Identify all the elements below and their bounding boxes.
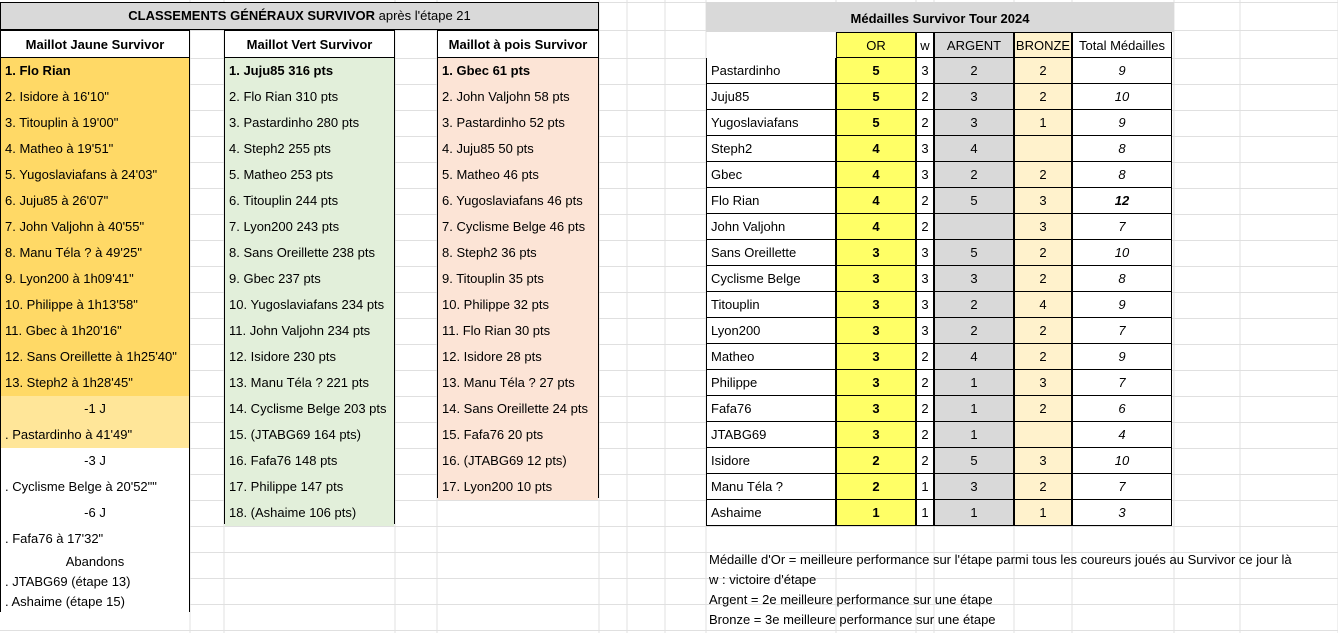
- medal-or-cell: 3: [836, 396, 916, 422]
- medailles-table: [706, 32, 1172, 526]
- legend-line: Médaille d'Or = meilleure performance sur l'étape parmi tous les coureurs joués au Survivor ce jour là: [709, 552, 1292, 567]
- medal-total-cell: 7: [1072, 318, 1172, 344]
- jaune-row: 4. Matheo à 19'51": [1, 136, 189, 162]
- medal-name-cell: Yugoslaviafans: [706, 110, 836, 136]
- medal-total-cell: 10: [1072, 84, 1172, 110]
- medal-total-cell: 9: [1072, 292, 1172, 318]
- medal-name-cell: Flo Rian: [706, 188, 836, 214]
- vert-row: 17. Philippe 147 pts: [225, 474, 394, 500]
- jaune-row: 3. Titouplin à 19'00": [1, 110, 189, 136]
- medal-w-cell: 3: [916, 58, 934, 84]
- medal-or-cell: 5: [836, 58, 916, 84]
- medal-name-cell: Philippe: [706, 370, 836, 396]
- jaune-row: 8. Manu Téla ? à 49'25": [1, 240, 189, 266]
- medal-or-cell: 3: [836, 266, 916, 292]
- pois-row: 9. Titouplin 35 pts: [438, 266, 598, 292]
- medal-name-cell: Matheo: [706, 344, 836, 370]
- medal-bronze-cell: 2: [1014, 58, 1072, 84]
- medal-total-cell: 7: [1072, 370, 1172, 396]
- vert-row: 12. Isidore 230 pts: [225, 344, 394, 370]
- medal-argent-cell: 1: [934, 370, 1014, 396]
- vert-row: 8. Sans Oreillette 238 pts: [225, 240, 394, 266]
- vert-row: 2. Flo Rian 310 pts: [225, 84, 394, 110]
- medal-w-cell: 1: [916, 474, 934, 500]
- medal-or-cell: 3: [836, 240, 916, 266]
- jaune-row: -1 J: [1, 396, 189, 422]
- jaune-row: -3 J: [1, 448, 189, 474]
- vert-row: 6. Titouplin 244 pts: [225, 188, 394, 214]
- jaune-row: 5. Yugoslaviafans à 24'03": [1, 162, 189, 188]
- medal-name-cell: Gbec: [706, 162, 836, 188]
- medal-total-cell: 8: [1072, 136, 1172, 162]
- pois-row: 17. Lyon200 10 pts: [438, 474, 598, 500]
- medal-bronze-cell: 2: [1014, 344, 1072, 370]
- medal-bronze-cell: 3: [1014, 370, 1072, 396]
- medal-w-cell: 2: [916, 188, 934, 214]
- medal-or-cell: 3: [836, 370, 916, 396]
- jaune-row: 12. Sans Oreillette à 1h25'40": [1, 344, 189, 370]
- vert-row: 4. Steph2 255 pts: [225, 136, 394, 162]
- medal-argent-cell: [934, 214, 1014, 240]
- medal-name-cell: Ashaime: [706, 500, 836, 526]
- pois-row: 11. Flo Rian 30 pts: [438, 318, 598, 344]
- medal-total-cell: 8: [1072, 266, 1172, 292]
- legend-line: Bronze = 3e meilleure performance sur une étape: [709, 612, 996, 627]
- medal-w-cell: 2: [916, 448, 934, 474]
- medal-w-cell: 3: [916, 266, 934, 292]
- pois-row: 14. Sans Oreillette 24 pts: [438, 396, 598, 422]
- medal-total-cell: 3: [1072, 500, 1172, 526]
- legend-line: Argent = 2e meilleure performance sur une étape: [709, 592, 993, 607]
- medal-or-cell: 2: [836, 448, 916, 474]
- pois-row: 16. (JTABG69 12 pts): [438, 448, 598, 474]
- medal-bronze-cell: 1: [1014, 110, 1072, 136]
- vert-row: 15. (JTABG69 164 pts): [225, 422, 394, 448]
- pois-row: 1. Gbec 61 pts: [438, 58, 598, 84]
- pois-row: 6. Yugoslaviafans 46 pts: [438, 188, 598, 214]
- medal-or-cell: 3: [836, 318, 916, 344]
- medal-or-cell: 4: [836, 188, 916, 214]
- medal-bronze-cell: 3: [1014, 214, 1072, 240]
- medal-w-cell: 2: [916, 214, 934, 240]
- medal-total-cell: 8: [1072, 162, 1172, 188]
- vert-row: 13. Manu Téla ? 221 pts: [225, 370, 394, 396]
- medal-argent-cell: 3: [934, 266, 1014, 292]
- medal-total-cell: 10: [1072, 448, 1172, 474]
- medal-name-cell: John Valjohn: [706, 214, 836, 240]
- vert-row: 18. (Ashaime 106 pts): [225, 500, 394, 526]
- medal-argent-cell: 1: [934, 396, 1014, 422]
- medal-name-cell: Steph2: [706, 136, 836, 162]
- header-argent: ARGENT: [934, 32, 1014, 58]
- medal-argent-cell: 4: [934, 136, 1014, 162]
- survivor-title: [0, 2, 599, 30]
- maillot-vert-list: [224, 58, 395, 524]
- jaune-row: 10. Philippe à 1h13'58": [1, 292, 189, 318]
- medal-or-cell: 2: [836, 474, 916, 500]
- medal-total-cell: 9: [1072, 58, 1172, 84]
- header-bronze: BRONZE: [1014, 32, 1072, 58]
- medal-bronze-cell: [1014, 136, 1072, 162]
- medal-argent-cell: 4: [934, 344, 1014, 370]
- medal-name-cell: Titouplin: [706, 292, 836, 318]
- medal-argent-cell: 3: [934, 474, 1014, 500]
- medal-w-cell: 3: [916, 292, 934, 318]
- pois-row: 3. Pastardinho 52 pts: [438, 110, 598, 136]
- header-or: OR: [836, 32, 916, 58]
- medal-w-cell: 3: [916, 162, 934, 188]
- pois-row: 15. Fafa76 20 pts: [438, 422, 598, 448]
- pois-row: 12. Isidore 28 pts: [438, 344, 598, 370]
- medal-w-cell: 2: [916, 422, 934, 448]
- jaune-row: 11. Gbec à 1h20'16": [1, 318, 189, 344]
- medal-w-cell: 1: [916, 500, 934, 526]
- medal-or-cell: 3: [836, 344, 916, 370]
- medal-bronze-cell: 2: [1014, 318, 1072, 344]
- pois-row: 7. Cyclisme Belge 46 pts: [438, 214, 598, 240]
- medal-or-cell: 1: [836, 500, 916, 526]
- survivor-title-bold: CLASSEMENTS GÉNÉRAUX SURVIVOR: [128, 8, 376, 23]
- medal-total-cell: 12: [1072, 188, 1172, 214]
- medal-total-cell: 9: [1072, 110, 1172, 136]
- medal-argent-cell: 5: [934, 188, 1014, 214]
- vert-row: 1. Juju85 316 pts: [225, 58, 394, 84]
- survivor-title-rest: après l'étape 21: [375, 8, 471, 23]
- vert-row: 5. Matheo 253 pts: [225, 162, 394, 188]
- jaune-row: . Fafa76 à 17'32": [1, 526, 189, 552]
- vert-row: 9. Gbec 237 pts: [225, 266, 394, 292]
- medailles-title: Médailles Survivor Tour 2024: [706, 2, 1174, 32]
- medal-bronze-cell: 2: [1014, 266, 1072, 292]
- medal-total-cell: 7: [1072, 214, 1172, 240]
- medal-or-cell: 4: [836, 136, 916, 162]
- medal-bronze-cell: 2: [1014, 396, 1072, 422]
- medal-or-cell: 4: [836, 214, 916, 240]
- jaune-row: . Ashaime (étape 15): [1, 592, 189, 612]
- medal-total-cell: 10: [1072, 240, 1172, 266]
- maillot-jaune-header: Maillot Jaune Survivor: [0, 30, 190, 58]
- medal-or-cell: 5: [836, 84, 916, 110]
- jaune-row: 9. Lyon200 à 1h09'41": [1, 266, 189, 292]
- medal-name-cell: Cyclisme Belge: [706, 266, 836, 292]
- medal-name-cell: Sans Oreillette: [706, 240, 836, 266]
- medal-bronze-cell: 2: [1014, 474, 1072, 500]
- medal-or-cell: 5: [836, 110, 916, 136]
- medal-bronze-cell: 2: [1014, 240, 1072, 266]
- medal-total-cell: 9: [1072, 344, 1172, 370]
- medal-bronze-cell: 1: [1014, 500, 1072, 526]
- vert-row: 7. Lyon200 243 pts: [225, 214, 394, 240]
- pois-row: 10. Philippe 32 pts: [438, 292, 598, 318]
- medal-w-cell: 3: [916, 240, 934, 266]
- medal-bronze-cell: 2: [1014, 84, 1072, 110]
- pois-row: 8. Steph2 36 pts: [438, 240, 598, 266]
- medailles-legend: [706, 550, 1338, 633]
- vert-row: 3. Pastardinho 280 pts: [225, 110, 394, 136]
- jaune-row: Abandons: [1, 552, 189, 572]
- medal-argent-cell: 3: [934, 110, 1014, 136]
- legend-line: w : victoire d'étape: [709, 572, 817, 587]
- medal-total-cell: 7: [1072, 474, 1172, 500]
- maillot-jaune-list: [0, 58, 190, 612]
- jaune-row: 6. Juju85 à 26'07": [1, 188, 189, 214]
- medal-w-cell: 2: [916, 396, 934, 422]
- medal-or-cell: 3: [836, 422, 916, 448]
- medal-bronze-cell: [1014, 422, 1072, 448]
- jaune-row: . Cyclisme Belge à 20'52"": [1, 474, 189, 500]
- pois-row: 4. Juju85 50 pts: [438, 136, 598, 162]
- medal-w-cell: 2: [916, 370, 934, 396]
- vert-row: 16. Fafa76 148 pts: [225, 448, 394, 474]
- medal-argent-cell: 1: [934, 422, 1014, 448]
- vert-row: 11. John Valjohn 234 pts: [225, 318, 394, 344]
- jaune-row: 13. Steph2 à 1h28'45": [1, 370, 189, 396]
- medal-or-cell: 3: [836, 292, 916, 318]
- jaune-row: . JTABG69 (étape 13): [1, 572, 189, 592]
- medal-w-cell: 2: [916, 110, 934, 136]
- jaune-row: -6 J: [1, 500, 189, 526]
- medal-w-cell: 2: [916, 344, 934, 370]
- jaune-row: . Pastardinho à 41'49": [1, 422, 189, 448]
- jaune-row: 2. Isidore à 16'10": [1, 84, 189, 110]
- medal-argent-cell: 5: [934, 240, 1014, 266]
- jaune-row: 7. John Valjohn à 40'55": [1, 214, 189, 240]
- medal-bronze-cell: 3: [1014, 448, 1072, 474]
- medal-name-cell: Fafa76: [706, 396, 836, 422]
- medal-w-cell: 3: [916, 136, 934, 162]
- medal-argent-cell: 2: [934, 292, 1014, 318]
- medal-bronze-cell: 2: [1014, 162, 1072, 188]
- medal-argent-cell: 2: [934, 318, 1014, 344]
- maillot-pois-header: Maillot à pois Survivor: [437, 30, 599, 58]
- pois-row: 13. Manu Téla ? 27 pts: [438, 370, 598, 396]
- medal-argent-cell: 1: [934, 500, 1014, 526]
- medal-name-cell: Manu Téla ?: [706, 474, 836, 500]
- medal-w-cell: 2: [916, 84, 934, 110]
- pois-row: 5. Matheo 46 pts: [438, 162, 598, 188]
- medal-name-cell: JTABG69: [706, 422, 836, 448]
- medal-bronze-cell: 4: [1014, 292, 1072, 318]
- medal-argent-cell: 3: [934, 84, 1014, 110]
- maillot-vert-header: Maillot Vert Survivor: [224, 30, 395, 58]
- medal-w-cell: 3: [916, 318, 934, 344]
- medal-name-cell: Isidore: [706, 448, 836, 474]
- medal-name-cell: Juju85: [706, 84, 836, 110]
- medal-argent-cell: 5: [934, 448, 1014, 474]
- maillot-pois-list: [437, 58, 599, 498]
- pois-row: 2. John Valjohn 58 pts: [438, 84, 598, 110]
- medal-argent-cell: 2: [934, 162, 1014, 188]
- medal-or-cell: 4: [836, 162, 916, 188]
- medal-name-cell: Pastardinho: [706, 58, 836, 84]
- medal-bronze-cell: 3: [1014, 188, 1072, 214]
- jaune-row: 1. Flo Rian: [1, 58, 189, 84]
- vert-row: 10. Yugoslaviafans 234 pts: [225, 292, 394, 318]
- medal-total-cell: 6: [1072, 396, 1172, 422]
- medal-argent-cell: 2: [934, 58, 1014, 84]
- vert-row: 14. Cyclisme Belge 203 pts: [225, 396, 394, 422]
- header-w: w: [916, 32, 934, 58]
- header-total: Total Médailles: [1072, 32, 1172, 58]
- medal-name-cell: Lyon200: [706, 318, 836, 344]
- medal-total-cell: 4: [1072, 422, 1172, 448]
